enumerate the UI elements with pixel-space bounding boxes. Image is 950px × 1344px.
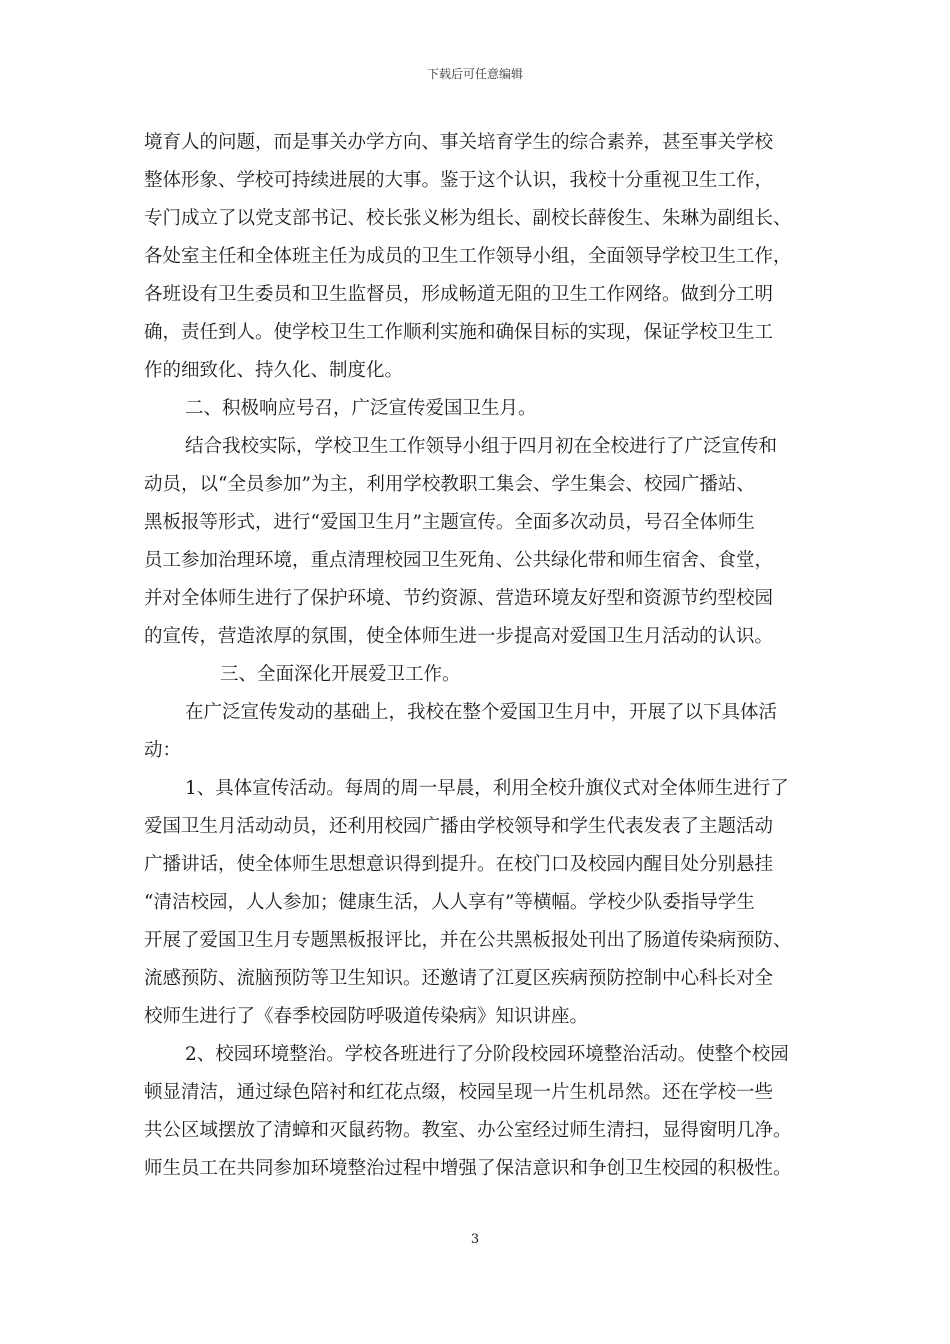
document-body [144,124,824,1188]
section-heading: 三、全面深化开展爱卫工作。 [220,664,461,685]
paragraph-line: 作的细致化、持久化、制度化。 [144,360,404,381]
page-header: 下载后可任意编辑 [426,67,523,81]
paragraph-line: 黑板报等形式，进行“爱国卫生月”主题宣传。全面多次动员，号召全体师生 [144,512,755,533]
paragraph-line: 2、校园环境整治。学校各班进行了分阶段校园环境整治活动。使整个校园 [185,1044,789,1065]
page-number: 3 [470,1232,480,1247]
paragraph-line: 各班设有卫生委员和卫生监督员，形成畅道无阻的卫生工作网络。做到分工明 [144,284,774,305]
paragraph-line: “清洁校园，人人参加；健康生活，人人享有”等横幅。学校少队委指导学生 [144,892,755,913]
paragraph-line: 校师生进行了《春季校园防呼吸道传染病》知识讲座。 [144,1006,589,1027]
paragraph-line: 动： [144,740,182,761]
paragraph-line: 开展了爱国卫生月专题黑板报评比，并在公共黑板报处刊出了肠道传染病预防、 [144,930,792,951]
paragraph-line: 员工参加治理环境，重点清理校园卫生死角、公共绿化带和师生宿舍、食堂， [144,550,774,571]
paragraph-line: 广播讲话，使全体师生思想意识得到提升。在校门口及校园内醒目处分别悬挂 [144,854,774,875]
paragraph-line: 顿显清洁，通过绿色陪衬和红花点缀，校园呈现一片生机昂然。还在学校一些 [144,1082,774,1103]
paragraph-line: 并对全体师生进行了保护环境、节约资源、营造环境友好型和资源节约型校园 [144,588,774,609]
paragraph-line: 共公区域摆放了清蟑和灭鼠药物。教室、办公室经过师生清扫，显得窗明几净。 [144,1120,792,1141]
paragraph-line: 各处室主任和全体班主任为成员的卫生工作领导小组，全面领导学校卫生工作， [144,246,792,267]
paragraph-line: 境育人的问题，而是事关办学方向、事关培育学生的综合素养，甚至事关学校 [144,132,774,153]
paragraph-line: 整体形象、学校可持续进展的大事。鉴于这个认识，我校十分重视卫生工作， [144,170,774,191]
paragraph-line: 确，责任到人。使学校卫生工作顺利实施和确保目标的实现，保证学校卫生工 [144,322,774,343]
paragraph-line: 爱国卫生月活动动员，还利用校园广播由学校领导和学生代表发表了主题活动 [144,816,774,837]
paragraph-line: 动员，以“全员参加”为主，利用学校教职工集会、学生集会、校园广播站、 [144,474,755,495]
paragraph-line: 师生员工在共同参加环境整治过程中增强了保洁意识和争创卫生校园的积极性。 [144,1158,792,1179]
paragraph-line: 在广泛宣传发动的基础上，我校在整个爱国卫生月中，开展了以下具体活 [185,702,778,723]
paragraph-line: 流感预防、流脑预防等卫生知识。还邀请了江夏区疾病预防控制中心科长对全 [144,968,774,989]
paragraph-line: 专门成立了以党支部书记、校长张义彬为组长、副校长薛俊生、朱琳为副组长、 [144,208,792,229]
section-heading: 二、积极响应号召，广泛宣传爱国卫生月。 [185,398,537,419]
paragraph-line: 1、具体宣传活动。每周的周一早晨，利用全校升旗仪式对全体师生进行了 [185,778,789,799]
paragraph-line: 结合我校实际，学校卫生工作领导小组于四月初在全校进行了广泛宣传和 [185,436,778,457]
paragraph-line: 的宣传，营造浓厚的氛围，使全体师生进一步提高对爱国卫生月活动的认识。 [144,626,774,647]
